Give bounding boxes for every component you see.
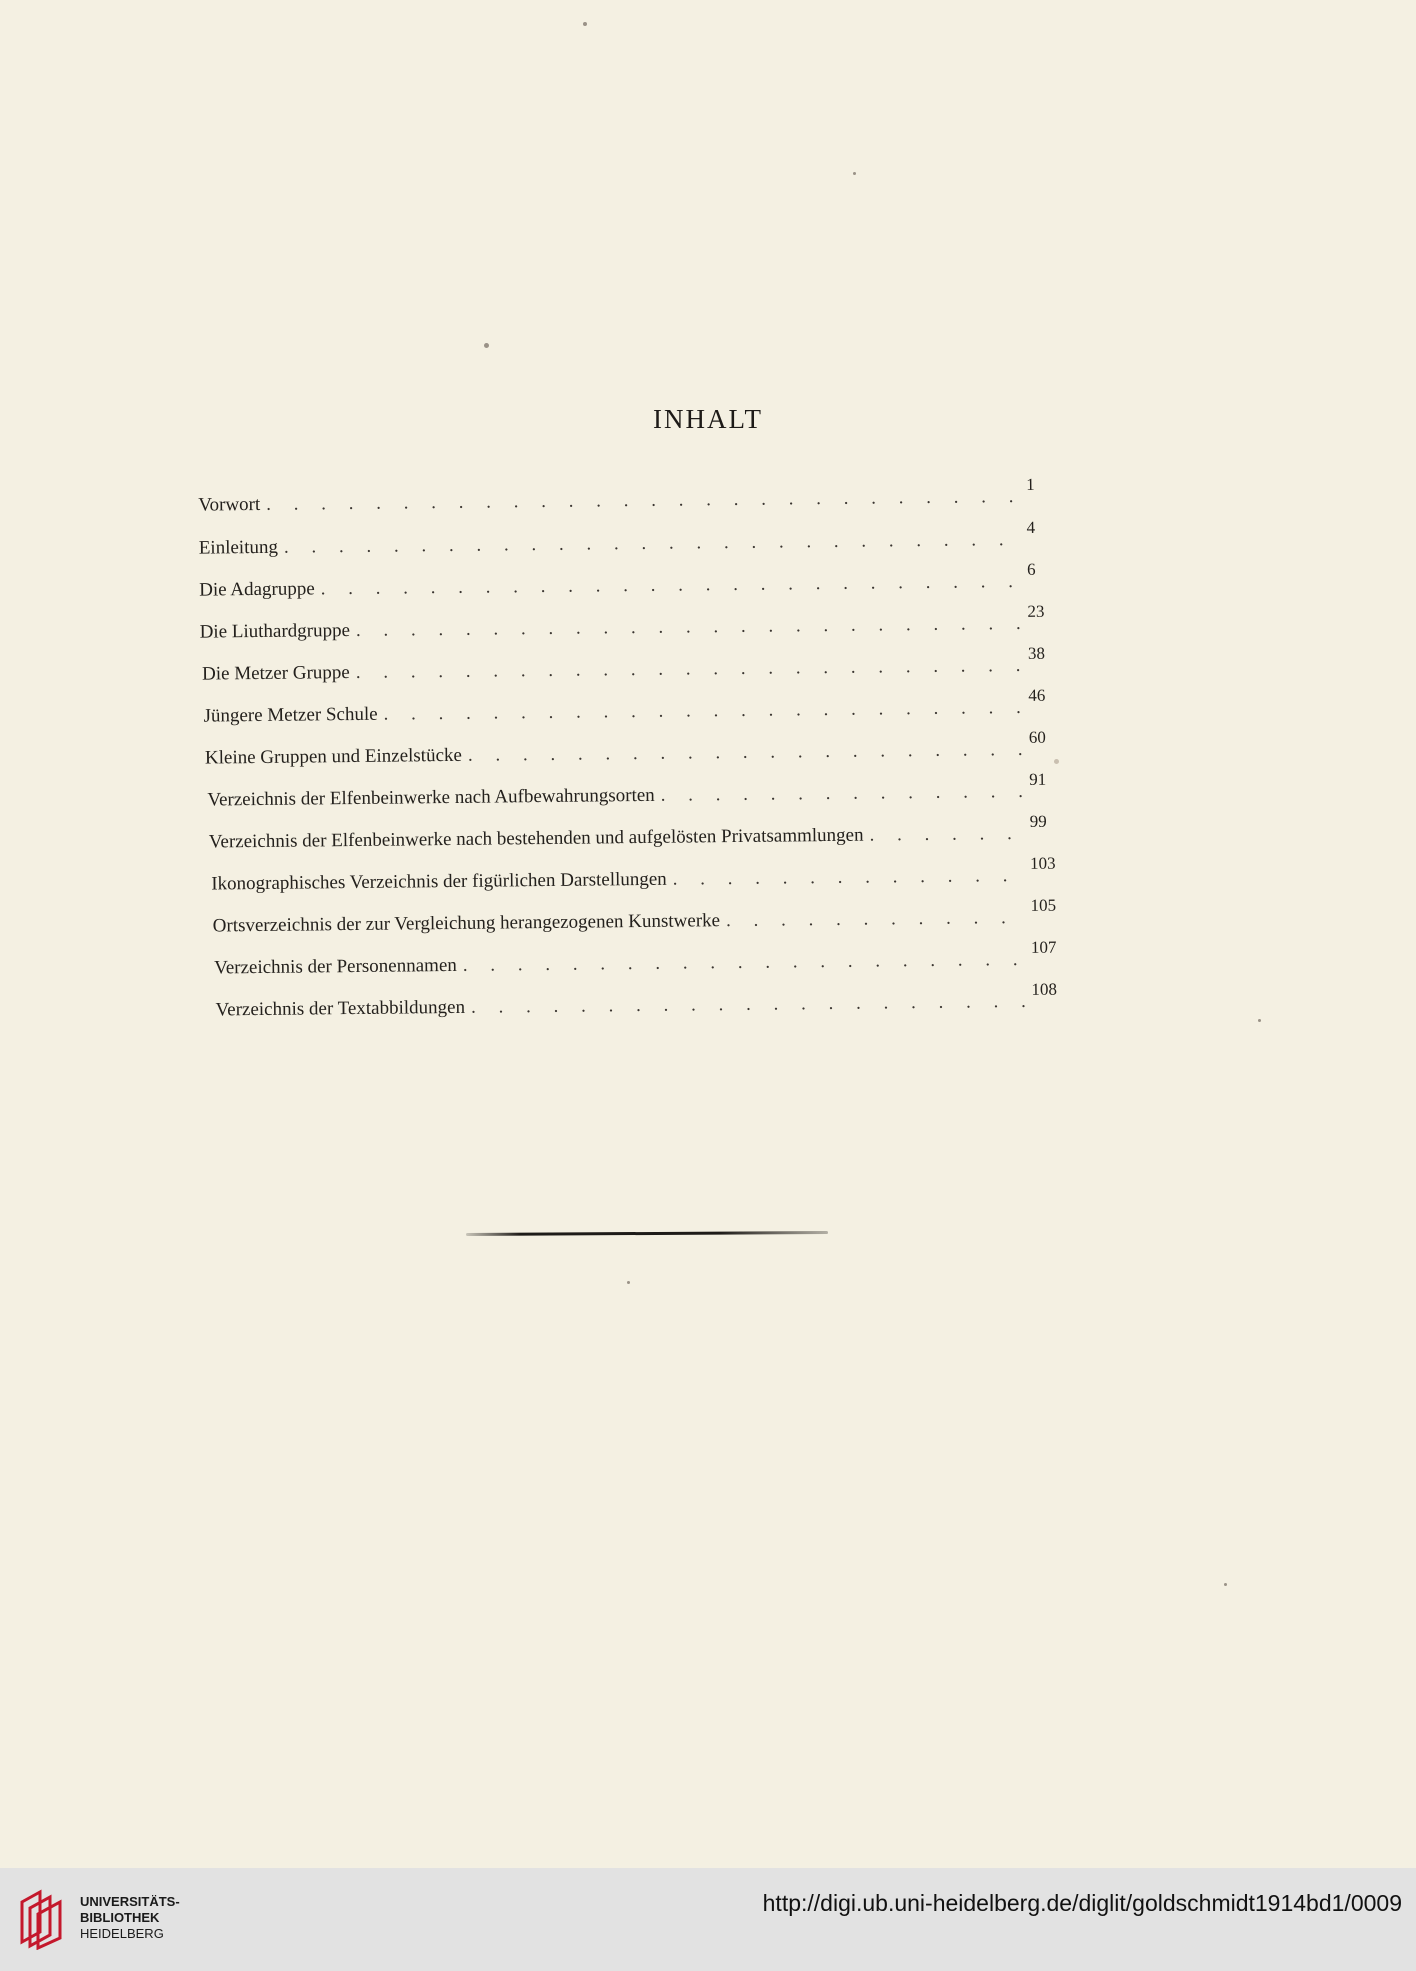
toc-entry (215, 979, 1073, 1021)
toc-entry-label: Vorwort (198, 493, 261, 516)
toc-entry-label: Die Metzer Gruppe (201, 662, 350, 685)
toc-entry-page: 99 (1029, 811, 1047, 831)
library-footer (0, 1868, 1416, 1971)
paper-speck (583, 22, 587, 26)
toc-entry-label: Kleine Gruppen und Einzelstücke (204, 744, 463, 769)
library-logo-icon (16, 1888, 72, 1950)
toc-entry-label: Einleitung (198, 536, 279, 559)
toc-entry-label: Die Adagruppe (199, 578, 315, 601)
toc-entry (207, 769, 1071, 811)
paper-speck (1224, 1583, 1227, 1586)
toc-entry (199, 559, 1069, 601)
paper-speck (1258, 1019, 1261, 1022)
toc-entry-label: Jüngere Metzer Schule (203, 703, 378, 727)
toc-entry-page: 1 (1026, 474, 1035, 494)
toc-entry (211, 853, 1072, 895)
library-name (80, 1894, 180, 1942)
toc-entry-page: 108 (1031, 979, 1058, 999)
leader-dots (356, 655, 1024, 684)
toc-entry-label: Verzeichnis der Elfenbeinwerke nach bestehenden und aufgelösten Privatsammlungen (208, 824, 864, 853)
leader-dots (356, 613, 1024, 642)
toc-entry (214, 937, 1073, 979)
paper-speck (1054, 759, 1059, 764)
leader-dots (266, 486, 1022, 516)
leader-dots (468, 739, 1025, 767)
toc-entry-page: 91 (1029, 769, 1047, 789)
paper-speck (853, 172, 856, 175)
toc-entry-label: Die Liuthardgruppe (199, 620, 351, 643)
toc-entry-page: 46 (1028, 685, 1046, 705)
toc-entry-page: 103 (1030, 853, 1056, 873)
leader-dots (726, 907, 1027, 932)
toc-entry (198, 517, 1069, 559)
leader-dots (463, 949, 1028, 977)
source-url: http://digi.ub.uni-heidelberg.de/diglit/goldschmidt1914bd1/0009 (762, 1890, 1402, 1916)
toc-entry-label: Verzeichnis der Elfenbeinwerke nach Aufbewahrungsorten (207, 784, 655, 811)
toc-entry (203, 685, 1070, 727)
leader-dots (284, 529, 1023, 559)
toc-entry (198, 474, 1068, 517)
toc-entry-page: 4 (1026, 517, 1036, 537)
paper-speck (484, 343, 489, 348)
library-name-line1: UNIVERSITÄTS- (80, 1894, 180, 1909)
toc-entry-label: Ikonographisches Verzeichnis der figürlichen Darstellungen (211, 868, 667, 895)
toc-entry-label: Verzeichnis der Personennamen (214, 954, 457, 979)
leader-dots (661, 781, 1026, 807)
toc-entry-label: Verzeichnis der Textabbildungen (215, 996, 466, 1021)
toc-entry-page: 23 (1027, 601, 1045, 621)
leader-dots (321, 571, 1024, 600)
page-title: INHALT (653, 404, 763, 434)
toc-entry-page: 60 (1028, 727, 1046, 747)
toc-entry (199, 601, 1070, 643)
paper-speck (627, 1281, 630, 1284)
toc-entry (201, 643, 1070, 685)
leader-dots (673, 865, 1027, 891)
toc-entry (204, 727, 1071, 769)
toc-entry (208, 811, 1072, 853)
leader-dots (471, 991, 1028, 1019)
library-name-line3: HEIDELBERG (80, 1926, 164, 1941)
leader-dots (384, 697, 1025, 726)
toc-entry-page: 105 (1030, 895, 1057, 915)
toc-entry-label: Ortsverzeichnis der zur Vergleichung herangezogenen Kunstwerke (212, 910, 721, 937)
library-name-line2: BIBLIOTHEK (80, 1910, 160, 1925)
leader-dots (869, 823, 1025, 847)
toc-entry (212, 895, 1073, 937)
toc-entry-page: 38 (1027, 643, 1046, 663)
toc-entry-page: 107 (1030, 937, 1057, 957)
toc-entry-page: 6 (1026, 559, 1036, 579)
